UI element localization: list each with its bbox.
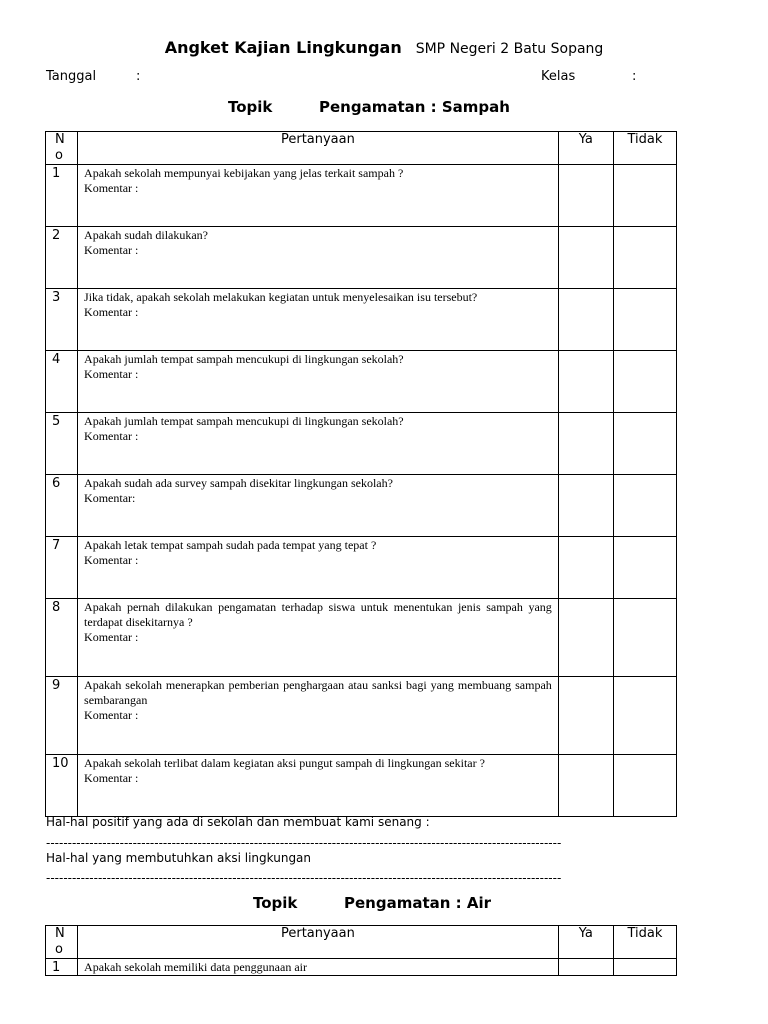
document-title: Angket Kajian Lingkungan (164, 38, 402, 57)
answer-no-cell[interactable] (613, 959, 676, 976)
question-cell (78, 677, 559, 755)
answer-no-cell[interactable] (613, 537, 676, 599)
tanggal-label: Tanggal (46, 69, 97, 84)
table-row (46, 677, 677, 755)
question-cell (78, 351, 559, 413)
header-yes: Ya (558, 132, 613, 165)
question-cell (78, 537, 559, 599)
answer-yes-cell[interactable] (558, 677, 613, 755)
question-number: 1 (46, 165, 78, 227)
answer-yes-cell[interactable] (558, 755, 613, 817)
comment-label[interactable]: Komentar : (84, 305, 139, 319)
question-cell (78, 413, 559, 475)
header-no-answer: Tidak (613, 132, 676, 165)
table-row (46, 599, 677, 677)
answer-yes-cell[interactable] (558, 413, 613, 475)
question-cell (78, 475, 559, 537)
question-number: 5 (46, 413, 78, 475)
answer-yes-cell[interactable] (558, 475, 613, 537)
question-text: Apakah sekolah terlibat dalam kegiatan aksi pungut sampah di lingkungan sekitar ? (84, 756, 485, 770)
table-row (46, 351, 677, 413)
comment-label[interactable]: Komentar : (84, 630, 139, 644)
comment-label[interactable]: Komentar : (84, 367, 139, 381)
answer-yes-cell[interactable] (558, 165, 613, 227)
action-needed-answer-line[interactable]: ----------------------------------------------------------------------------------------------------------------------- (46, 871, 562, 885)
comment-label[interactable]: Komentar : (84, 429, 139, 443)
answer-yes-cell[interactable] (558, 537, 613, 599)
table-row (46, 413, 677, 475)
question-text: Apakah jumlah tempat sampah mencukupi di lingkungan sekolah? (84, 352, 404, 366)
table-row (46, 537, 677, 599)
question-number: 8 (46, 599, 78, 677)
header-question: Pertanyaan (78, 132, 559, 165)
answer-yes-cell[interactable] (558, 959, 613, 976)
question-number: 6 (46, 475, 78, 537)
question-cell (78, 227, 559, 289)
school-name: SMP Negeri 2 Batu Sopang (415, 41, 604, 57)
question-text: Apakah letak tempat sampah sudah pada tempat yang tepat ? (84, 538, 377, 552)
answer-no-cell[interactable] (613, 289, 676, 351)
comment-label[interactable]: Komentar : (84, 708, 139, 722)
table-row (46, 165, 677, 227)
question-text: Apakah sekolah menerapkan pemberian penghargaan atau sanksi bagi yang membuang sampah sembarangan (84, 678, 552, 707)
question-text: Apakah jumlah tempat sampah mencukupi di lingkungan sekolah? (84, 414, 404, 428)
question-number: 3 (46, 289, 78, 351)
question-cell (78, 959, 559, 976)
header-yes: Ya (558, 926, 613, 959)
document-title-line (0, 38, 768, 58)
question-text: Apakah sudah ada survey sampah disekitar lingkungan sekolah? (84, 476, 393, 490)
question-number: 4 (46, 351, 78, 413)
question-number: 2 (46, 227, 78, 289)
question-cell (78, 289, 559, 351)
action-needed-label: Hal-hal yang membutuhkan aksi lingkungan (46, 851, 312, 865)
table-row (46, 289, 677, 351)
header-no (46, 926, 78, 959)
answer-yes-cell[interactable] (558, 227, 613, 289)
header-question: Pertanyaan (78, 926, 559, 959)
answer-no-cell[interactable] (613, 413, 676, 475)
topic-label-air: Topik (253, 894, 298, 912)
table-row (46, 959, 677, 976)
header-no (46, 132, 78, 165)
table-row (46, 755, 677, 817)
topic-label-sampah: Topik (228, 98, 273, 116)
question-cell (78, 755, 559, 817)
header-no-line1: N (55, 926, 65, 941)
header-no-answer: Tidak (613, 926, 676, 959)
question-text: Jika tidak, apakah sekolah melakukan kegiatan untuk menyelesaikan isu tersebut? (84, 290, 478, 304)
answer-no-cell[interactable] (613, 227, 676, 289)
answer-no-cell[interactable] (613, 165, 676, 227)
header-no-line2: o (55, 942, 63, 957)
comment-label[interactable]: Komentar : (84, 181, 139, 195)
header-no-line2: o (55, 148, 63, 163)
table-row (46, 475, 677, 537)
table-header-row (46, 926, 677, 959)
comment-label[interactable]: Komentar : (84, 771, 139, 785)
question-text: Apakah pernah dilakukan pengamatan terhadap siswa untuk menentukan jenis sampah yang terdapat disekitarnya ? (84, 600, 552, 629)
question-text: Apakah sekolah mempunyai kebijakan yang jelas terkait sampah ? (84, 166, 404, 180)
survey-table-air (45, 925, 677, 976)
positive-things-label: Hal-hal positif yang ada di sekolah dan membuat kami senang : (46, 815, 430, 829)
comment-label[interactable]: Komentar : (84, 553, 139, 567)
answer-yes-cell[interactable] (558, 599, 613, 677)
topic-title-air: Pengamatan : Air (344, 894, 492, 912)
question-text: Apakah sudah dilakukan? (84, 228, 209, 242)
answer-yes-cell[interactable] (558, 289, 613, 351)
table-header-row (46, 132, 677, 165)
question-text: Apakah sekolah memiliki data penggunaan air (84, 960, 307, 974)
comment-label[interactable]: Komentar: (84, 491, 136, 505)
comment-label[interactable]: Komentar : (84, 243, 139, 257)
survey-table-sampah (45, 131, 677, 817)
question-number: 10 (46, 755, 78, 817)
question-number: 9 (46, 677, 78, 755)
topic-title-sampah: Pengamatan : Sampah (319, 98, 510, 116)
question-cell (78, 599, 559, 677)
answer-no-cell[interactable] (613, 351, 676, 413)
kelas-label: Kelas (541, 69, 576, 84)
answer-no-cell[interactable] (613, 677, 676, 755)
answer-no-cell[interactable] (613, 475, 676, 537)
question-cell (78, 165, 559, 227)
header-no-line1: N (55, 132, 65, 147)
answer-no-cell[interactable] (613, 755, 676, 817)
tanggal-field[interactable]: : (136, 69, 141, 84)
positive-things-answer-line[interactable]: ----------------------------------------------------------------------------------------------------------------------- (46, 836, 562, 850)
kelas-field[interactable]: : (632, 69, 637, 84)
answer-no-cell[interactable] (613, 599, 676, 677)
answer-yes-cell[interactable] (558, 351, 613, 413)
table-row (46, 227, 677, 289)
question-number: 7 (46, 537, 78, 599)
question-number: 1 (46, 959, 78, 976)
